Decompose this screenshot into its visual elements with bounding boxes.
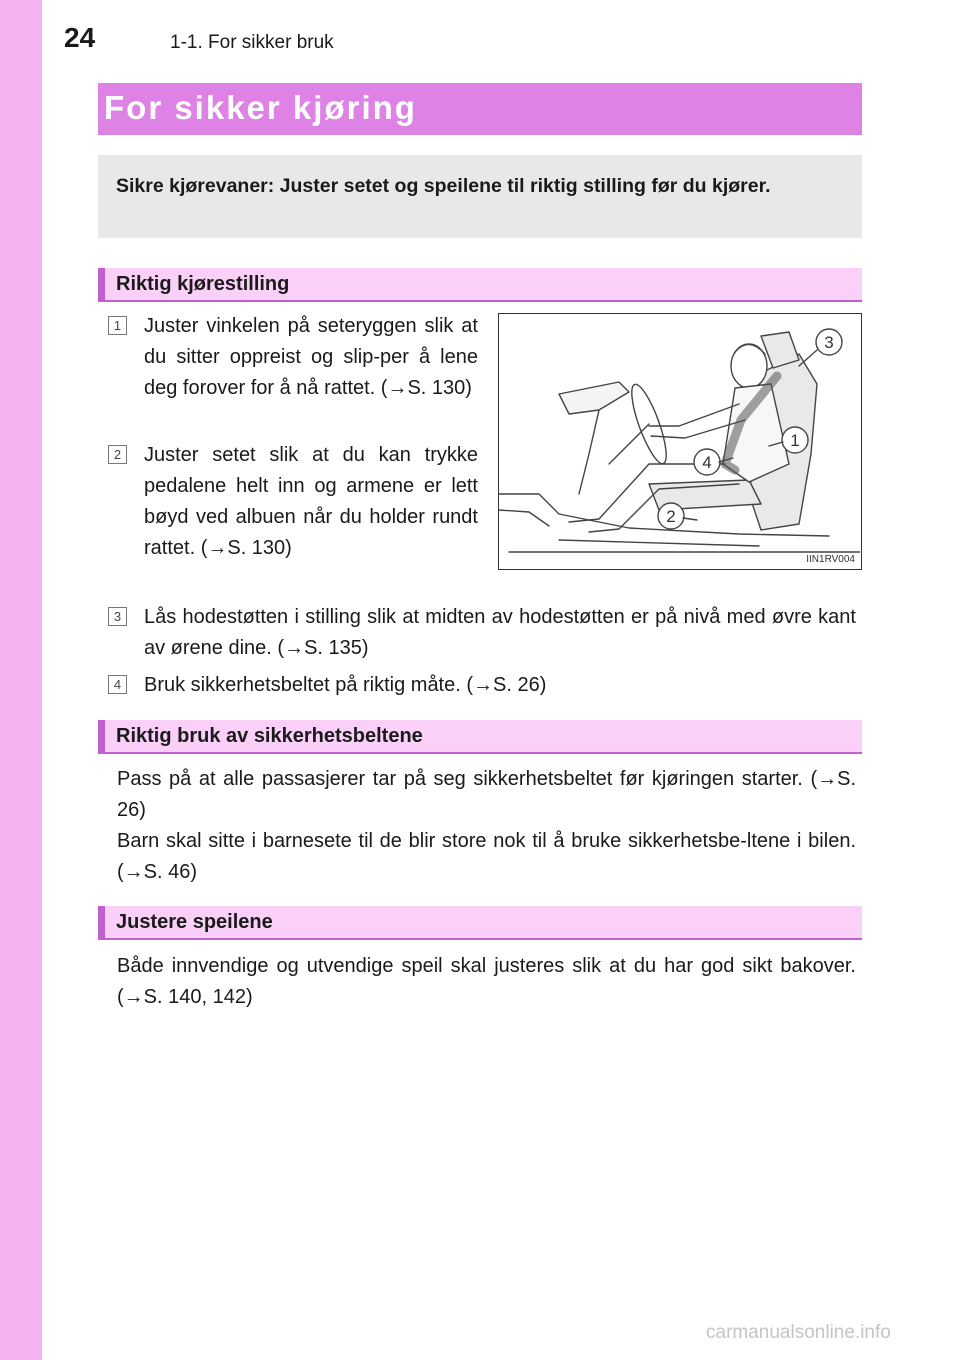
section-heading-label: Riktig kjørestilling: [116, 273, 290, 295]
callout-2: 2: [666, 507, 676, 526]
driver-seat-illustration: [499, 314, 860, 568]
item-number-badge: 4: [108, 675, 127, 694]
item-number-badge: 1: [108, 316, 127, 335]
section-heading-driving-position: [98, 268, 862, 302]
figure-id: IIN1RV004: [806, 554, 855, 565]
seatbelt-paragraph-2: Barn skal sitte i barnesete til de blir store nok til å bruke sikkerhetsbe-ltene i bilen. (→S. 46): [117, 830, 856, 883]
page-title: For sikker kjøring: [104, 89, 417, 126]
item-number-badge: 3: [108, 607, 127, 626]
intro-text: Sikre kjørevaner: Juster setet og speilene til riktig stilling før du kjører.: [116, 175, 771, 197]
section-heading-seatbelts: [98, 720, 862, 754]
item-number-badge: 2: [108, 445, 127, 464]
callout-3: 3: [824, 333, 834, 352]
watermark: carmanualsonline.info: [706, 1322, 891, 1343]
section-heading-label: Riktig bruk av sikkerhetsbeltene: [116, 725, 423, 747]
callout-1: 1: [790, 431, 800, 450]
seatbelt-paragraph-1: Pass på at alle passasjerer tar på seg sikkerhetsbeltet før kjøringen starter. (→S. 26): [117, 768, 856, 821]
chapter-side-tab: [0, 0, 42, 1360]
list-item-text: Juster vinkelen på seteryggen slik at du sitter oppreist og slip-per å lene deg forover for å nå rattet. (→S. 130): [144, 315, 478, 399]
page-number: 24: [64, 22, 96, 53]
intro-box: [98, 155, 862, 238]
list-item-text: Juster setet slik at du kan trykke pedalene helt inn og armene er lett bøyd ved albuen når du holder rundt rattet. (→S. 130): [144, 444, 478, 559]
page-title-band: [98, 83, 862, 135]
running-header: 1-1. For sikker bruk: [170, 32, 334, 53]
callout-4: 4: [702, 453, 712, 472]
section-heading-label: Justere speilene: [116, 911, 273, 933]
driving-position-illustration: [498, 313, 862, 570]
list-item-text: Bruk sikkerhetsbeltet på riktig måte. (→S. 26): [144, 674, 547, 696]
list-item-text: Lås hodestøtten i stilling slik at midten av hodestøtten er på nivå med øvre kant av ørene dine. (→S. 135): [144, 606, 856, 659]
section-heading-mirrors: [98, 906, 862, 940]
mirrors-paragraph: Både innvendige og utvendige speil skal justeres slik at du har god sikt bakover. (→S. 140, 142): [117, 955, 856, 1008]
